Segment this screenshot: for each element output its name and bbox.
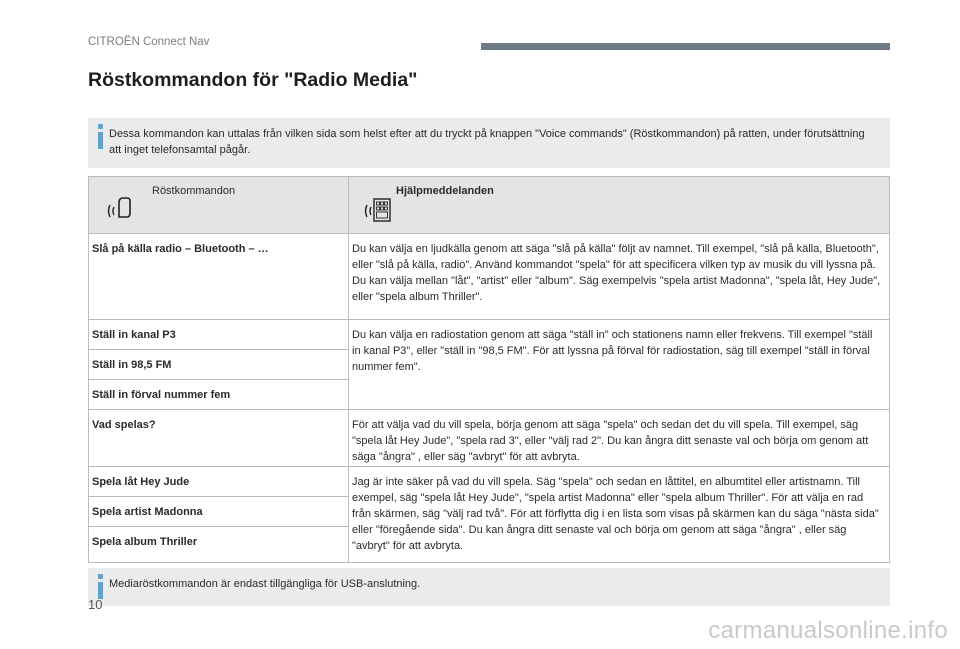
header-commands-label: Röstkommandon	[152, 185, 236, 197]
voice-command-icon	[102, 191, 136, 225]
watermark: carmanualsonline.info	[708, 617, 948, 644]
table-header-row	[89, 177, 890, 234]
info-note-top	[88, 118, 890, 168]
command-cell: Ställ in kanal P3	[89, 320, 349, 350]
table-row	[89, 234, 890, 320]
command-cell: Spela artist Madonna	[89, 497, 349, 527]
info-note-bottom	[88, 568, 890, 606]
voice-help-icon	[359, 191, 393, 225]
info-note-text: Dessa kommandon kan uttalas från vilken sida som helst efter att du tryckt på knappen "Voice commands" (Röstkommandon) på ratten, under förutsättning att inget telefonsamtal pågår.	[109, 128, 865, 156]
help-cell: Du kan välja en ljudkälla genom att säga "slå på källa" följt av namnet. Till exempel, "slå på källa, Bluetooth", eller "slå på källa, radio". Använd kommandot "spela" för att specificera vilken typ av musik du vill lyssna på. Du kan välja mellan "låt", "artist" eller "album". Säg exempelvis "spela artist Madonna", "spela låt, Hey Jude", eller "spela album Thriller".	[349, 234, 890, 320]
command-cell: Vad spelas?	[89, 410, 349, 467]
voice-commands-table	[88, 176, 890, 563]
help-cell: För att välja vad du vill spela, börja genom att säga "spela" och sedan det du vill spela. Till exempel, säg "spela låt Hey Jude", "spela rad 3", eller "välj rad 2". Du kan ångra ditt senaste val och börja om genom att säga "ångra" , eller säg "avbryt" för att avbryta.	[349, 410, 890, 467]
table-row	[89, 320, 890, 350]
header-bar	[481, 43, 890, 50]
header-help-label: Hjälpmeddelanden	[396, 185, 494, 197]
page-title: Röstkommandon för "Radio Media"	[88, 69, 418, 91]
command-cell: Ställ in 98,5 FM	[89, 350, 349, 380]
header-cell-help	[349, 177, 890, 234]
header-cell-commands	[89, 177, 349, 234]
help-cell: Du kan välja en radiostation genom att säga "ställ in" och stationens namn eller frekvens. Till exempel "ställ in kanal P3", eller "ställ in "98,5 FM". För att lyssna på förval för radiostation, säg till exempel "ställ in förval nummer fem".	[349, 320, 890, 410]
info-icon	[97, 574, 104, 599]
command-cell: Slå på källa radio – Bluetooth – …	[89, 234, 349, 320]
command-cell: Spela album Thriller	[89, 527, 349, 563]
help-cell: Jag är inte säker på vad du vill spela. Säg "spela" och sedan en låttitel, en albumtitel eller artistnamn. Till exempel, säg "spela låt Hey Jude", "spela artist Madonna" eller "spela album Thriller". För att välja en rad från skärmen, säg "välj rad två". För att förflytta dig i en lista som visas på skärmen kan du säga "nästa sida" eller "föregående sida". Du kan ångra ditt senaste val och börja om genom att säga "ångra" , eller säg "avbryt" för att avbryta.	[349, 467, 890, 563]
header-brand: CITROËN Connect Nav	[88, 36, 210, 48]
info-note-text: Mediaröstkommandon är endast tillgängliga för USB-anslutning.	[109, 578, 421, 590]
table-row	[89, 410, 890, 467]
table-row	[89, 467, 890, 497]
command-cell: Ställ in förval nummer fem	[89, 380, 349, 410]
page-number: 10	[88, 597, 103, 612]
info-icon	[97, 124, 104, 149]
command-cell: Spela låt Hey Jude	[89, 467, 349, 497]
